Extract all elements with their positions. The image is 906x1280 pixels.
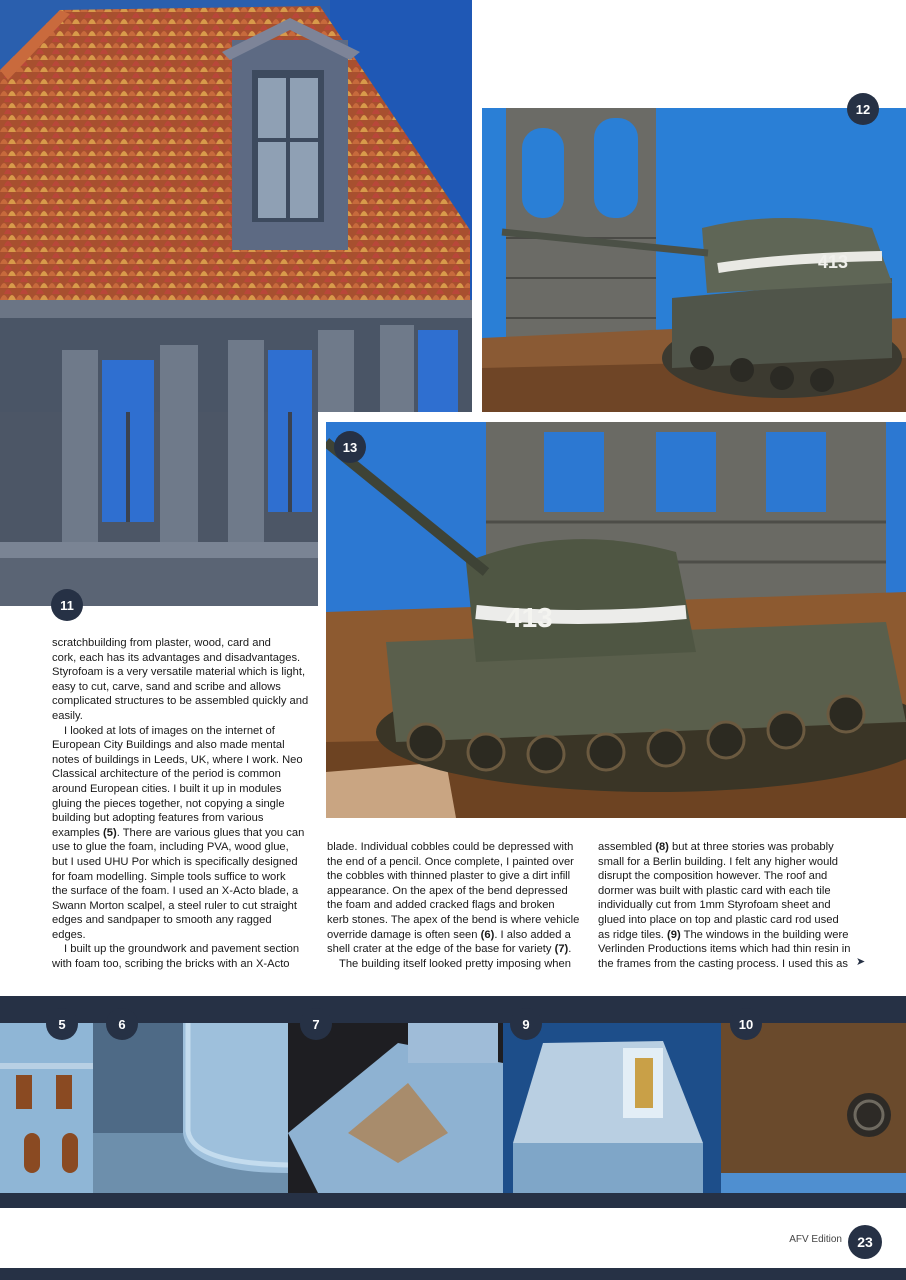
photo-13-tank-closeup: [326, 422, 906, 818]
roof-illustration: [503, 1023, 721, 1193]
tank-hull-marking: 413: [506, 602, 553, 633]
cobbles-illustration: [721, 1023, 906, 1193]
photo-number-badge: 10: [730, 1008, 762, 1040]
photo-number-badge: 13: [334, 431, 366, 463]
photo-11-ruined-building: [0, 0, 472, 412]
photo-9-roof-dormer: [503, 1023, 721, 1193]
figure-reference: (6): [480, 928, 495, 941]
figure-reference: (9): [667, 928, 681, 941]
article-column-1: [52, 636, 312, 972]
paragraph-3: I built up the groundwork and pavement section with foam too, scribing the bricks with an X-Acto: [52, 943, 300, 971]
tank-scene-illustration: [482, 108, 906, 412]
photo-number-badge: 5: [46, 1008, 78, 1040]
bottom-bar: [0, 1268, 906, 1280]
page-number: 23: [848, 1225, 882, 1259]
article-column-2: [327, 840, 589, 971]
photo-number-badge: 11: [51, 589, 83, 621]
pavement-illustration: [93, 1023, 288, 1193]
figure-reference: (8): [655, 841, 669, 853]
building-facade-illustration: [0, 412, 318, 606]
paragraph-1: scratchbuilding from plaster, wood, card and cork, each has its advantages and disadvantages. Styrofoam is a very versatile material which is light, easy to cut, carve, sand and scribe and allows complicated structures to be assembled quickly and easily.: [52, 637, 309, 722]
tank-hull-marking: 413: [818, 252, 849, 272]
crater-illustration: [288, 1023, 503, 1193]
figure-reference: (7): [554, 943, 569, 956]
photo-6-pavement-corner: [93, 1023, 288, 1193]
article-column-3: [598, 840, 858, 971]
tank-closeup-illustration: [326, 422, 906, 818]
continue-arrow-icon: ➤: [856, 956, 866, 968]
photo-10-cobbles-drain: [721, 1023, 906, 1193]
paragraph-6: assembled (8) but at three stories was probably small for a Berlin building. I felt any higher would disrupt the composition however. The roof and dormer was built with plastic card with each tile individually cut from 1mm Styrofoam sheet and glued into place on top and plastic card rod used as ridge tiles. (9) The windows in the building were Verlinden Productions items which had thin resin in the frames from the casting process. I used this as: [598, 841, 851, 970]
paragraph-4: blade. Individual cobbles could be depressed with the end of a pencil. Once complete, I painted over the cobbles with thinned plaster to give a dirt infill appearance. On the apex of the bend depressed the foam and added cracked flags and broken kerb stones. The apex of the bend is where vehicle override damage is often seen (6). I also added a shell crater at the edge of the base for variety (7).: [327, 841, 580, 956]
photo-number-badge: 6: [106, 1008, 138, 1040]
edition-label: AFV Edition: [789, 1234, 842, 1245]
figure-reference: (5): [103, 826, 117, 839]
building-roof-illustration: [0, 0, 472, 412]
facade-illustration: [0, 1023, 93, 1193]
photo-7-shell-crater: [288, 1023, 503, 1193]
photo-5-facade-windows: [0, 1023, 93, 1193]
paragraph-5: The building itself looked pretty imposing when: [339, 957, 571, 970]
photo-12-tank-ruin: [482, 108, 906, 412]
photo-11-lower-facade: [0, 412, 318, 606]
photo-number-badge: 12: [847, 93, 879, 125]
photo-number-badge: 9: [510, 1008, 542, 1040]
paragraph-2: I looked at lots of images on the internet of European City Buildings and also made mental notes of buildings in Leeds, UK, where I work. Neo Classical architecture of the period is common around European cities. I built it up in modules gluing the pieces together, not copying a single building but adopting features from various examples (5). There are various glues that you can use to glue the foam, including PVA, wood glue, but I used UHU Por which is specifically designed for foam modelling. Simple tools suffice to work the surface of the foam. I used an X-Acto blade, a Swann Morton scalpel, a steel ruler to cut straight edges and sandpaper to smooth any ragged edges.: [52, 724, 305, 941]
photo-number-badge: 7: [300, 1008, 332, 1040]
